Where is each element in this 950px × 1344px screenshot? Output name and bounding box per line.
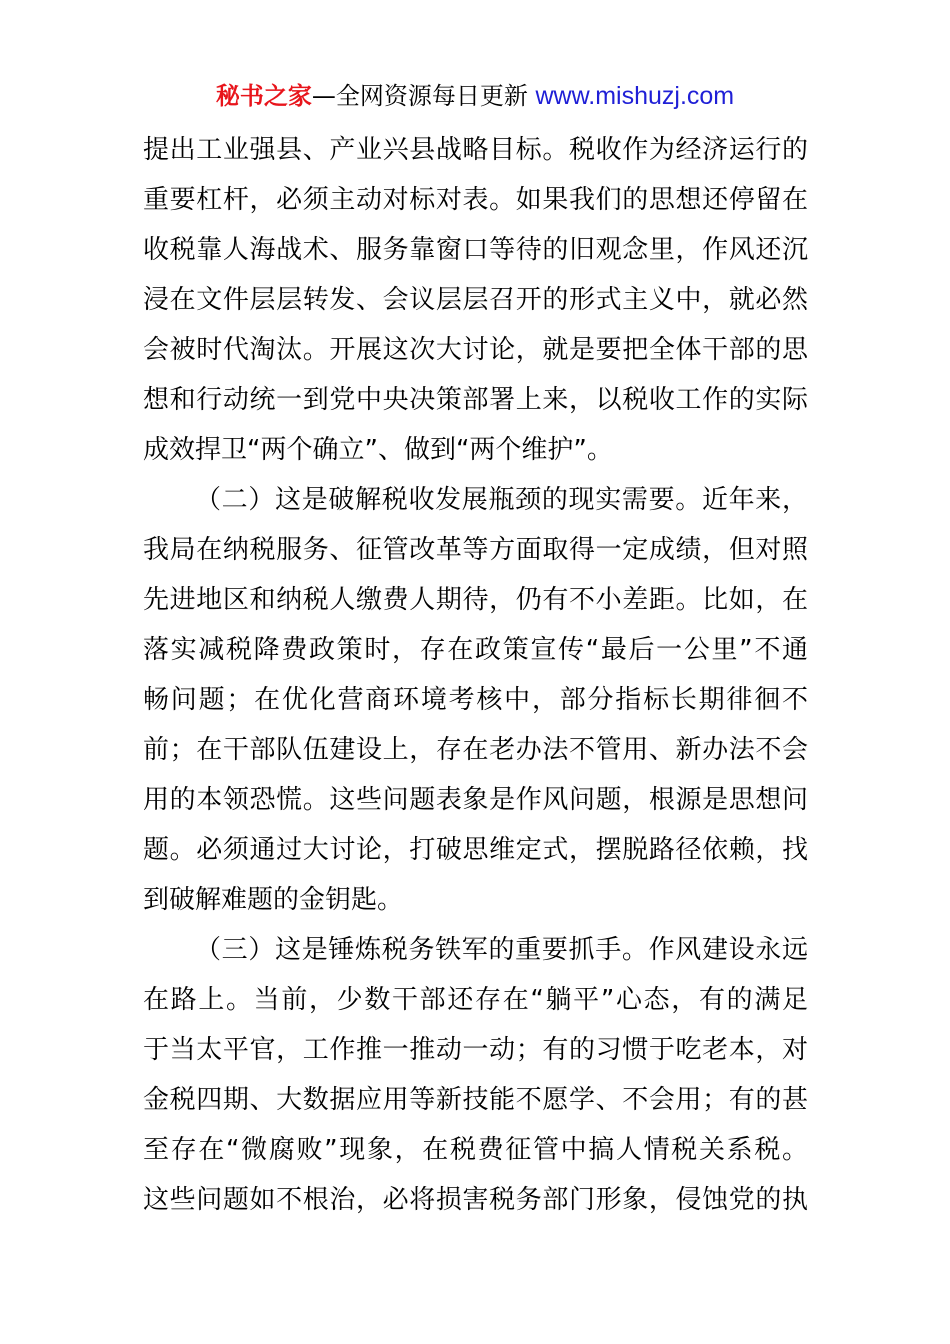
text-line: 提出工业强县、产业兴县战略目标。税收作为经济运行的 (143, 135, 808, 165)
document-body (143, 125, 808, 1225)
site-header (0, 80, 950, 112)
text-line: 至存在“微腐败”现象，在税费征管中搞人情税关系税。 (143, 1135, 808, 1165)
text-line: 会被时代淘汰。开展这次大讨论，就是要把全体干部的思 (143, 335, 808, 365)
text-line: 金税四期、大数据应用等新技能不愿学、不会用；有的甚 (143, 1085, 808, 1115)
text-line: 这些问题如不根治，必将损害税务部门形象，侵蚀党的执 (143, 1185, 808, 1215)
text-line: 前；在干部队伍建设上，存在老办法不管用、新办法不会 (143, 735, 808, 765)
text-line: 在路上。当前，少数干部还存在“躺平”心态，有的满足 (143, 985, 808, 1015)
text-line: 落实减税降费政策时，存在政策宣传“最后一公里”不通 (143, 635, 808, 665)
text-line-paragraph-end: 成效捍卫“两个确立”、做到“两个维护”。 (143, 435, 613, 465)
text-line: 题。必须通过大讨论，打破思维定式，摆脱路径依赖，找 (143, 835, 808, 865)
site-url-link[interactable]: www.mishuzj.com (535, 82, 735, 110)
text-line: 先进地区和纳税人缴费人期待，仍有不小差距。比如，在 (143, 585, 808, 615)
section-heading-line: （三）这是锤炼税务铁军的重要抓手。作风建设永远 (195, 935, 808, 965)
text-line: 于当太平官，工作推一推动一动；有的习惯于吃老本，对 (143, 1035, 808, 1065)
text-line: 浸在文件层层转发、会议层层召开的形式主义中，就必然 (143, 285, 808, 315)
text-line: 收税靠人海战术、服务靠窗口等待的旧观念里，作风还沉 (143, 235, 808, 265)
site-tagline: —全网资源每日更新 (311, 82, 536, 110)
text-line: 畅问题；在优化营商环境考核中，部分指标长期徘徊不 (143, 685, 808, 715)
text-line: 想和行动统一到党中央决策部署上来，以税收工作的实际 (143, 385, 808, 415)
text-line: 用的本领恐慌。这些问题表象是作风问题，根源是思想问 (143, 785, 808, 815)
text-line: 我局在纳税服务、征管改革等方面取得一定成绩，但对照 (143, 535, 808, 565)
text-line-paragraph-end: 到破解难题的金钥匙。 (143, 885, 404, 915)
text-line: 重要杠杆，必须主动对标对表。如果我们的思想还停留在 (143, 185, 808, 215)
site-brand: 秘书之家 (215, 82, 312, 110)
section-heading-line: （二）这是破解税收发展瓶颈的现实需要。近年来， (195, 485, 808, 515)
